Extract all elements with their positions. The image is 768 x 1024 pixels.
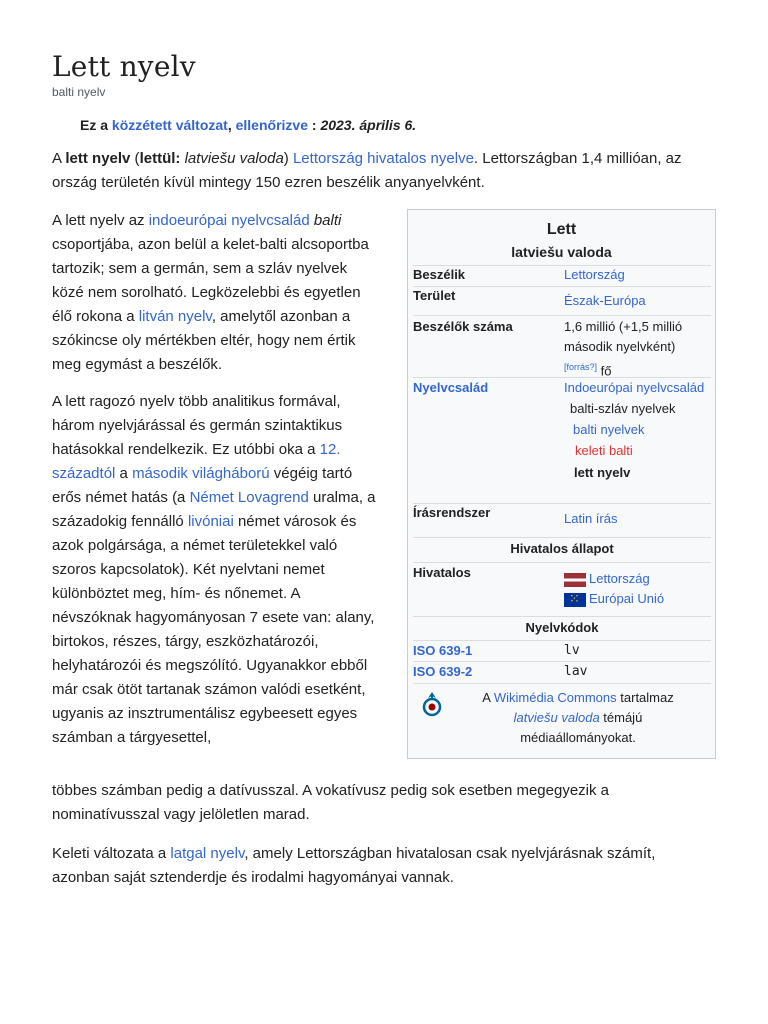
infobox-native-name: latviešu valoda bbox=[511, 244, 612, 260]
divider bbox=[413, 537, 711, 538]
language-family-link[interactable]: Nyelvcsalád bbox=[413, 380, 489, 395]
latin-script-link[interactable]: Latin írás bbox=[564, 511, 618, 526]
checked-link[interactable]: ellenőrizve bbox=[235, 117, 308, 133]
page-title: Lett nyelv bbox=[52, 50, 196, 83]
northern-europe-link[interactable]: Észak-Európa bbox=[564, 293, 646, 308]
paragraph-classification: A lett nyelv az indoeurópai nyelvcsalád balti csoportjába, azon belül a kelet-balti alcsoportba tartozik; sem a germán, sem a szláv nyelvek közé nem sorolható. Legközelebbi és egyetlen élő rokona a litván nyelv, amelytől azonban a szókincse oly mértékben eltér, hogy nem értik meg egymást a beszélők. bbox=[52, 212, 369, 373]
language-codes-header: Nyelvkódok bbox=[525, 620, 599, 635]
wwii-link[interactable]: második világháború bbox=[132, 465, 270, 482]
body-column bbox=[52, 209, 376, 763]
revision-notice: Ez a közzétett változat, ellenőrizve : 2023. április 6. bbox=[80, 117, 417, 133]
commons-topic-link[interactable]: latviešu valoda bbox=[513, 710, 600, 725]
commons-logo-icon bbox=[420, 690, 444, 720]
infobox-title: Lett bbox=[546, 221, 577, 238]
official-status-header: Hivatalos állapot bbox=[510, 541, 614, 556]
iso-639-1-link[interactable]: ISO 639-1 bbox=[413, 643, 473, 658]
published-version-link[interactable]: közzétett változat bbox=[111, 117, 228, 133]
indo-european-family-link[interactable]: Indoeurópai nyelvcsalád bbox=[564, 380, 705, 395]
latvia-flag-icon bbox=[564, 573, 586, 587]
paragraph-grammar: A lett ragozó nyelv több analitikus formával, három nyelvjárással és germán szintaktikus hatásokkal rendelkezik. Ez utóbbi oka a 12. századtól a második világháború végéig tartó erős német hatás (a Német Lovagrend uralma, a századokig fennálló livóniai német városok és azok polgársága, a német területekkel való szoros kapcsolatok). Két nyelvtani nemet különböztet meg, hím- és nőnemet. A névszóknak hagyományosan 7 esete van: alany, birtokos, részes, tárgy, eszközhatározói, helyhatározói és megszólító. Ugyanakkor ebből már csak ötöt tartanak számon valódi esetként, ugyanis az insztrumentálisz egybeesett egyes számban a tárgyesettel, bbox=[52, 393, 376, 746]
iso-639-2-link[interactable]: ISO 639-2 bbox=[413, 664, 473, 679]
official-language-link[interactable]: Lettország hivatalos nyelve bbox=[292, 150, 474, 167]
baltic-languages-link[interactable]: balti nyelvek bbox=[573, 422, 645, 437]
lithuanian-link[interactable]: litván nyelv bbox=[138, 308, 212, 325]
east-baltic-link[interactable]: keleti balti bbox=[575, 443, 633, 458]
paragraph-latgalian: Keleti változata a latgal nyelv, amely Lettországban hivatalosan csak nyelvjárásnak számít, azonban saját sztenderdje és irodalmi hagyományai vannak. bbox=[52, 845, 656, 886]
teutonic-order-link[interactable]: Német Lovagrend bbox=[189, 489, 309, 506]
latgalian-link[interactable]: latgal nyelv bbox=[170, 845, 245, 862]
latvia-link[interactable]: Lettország bbox=[564, 267, 625, 282]
12th-century-link[interactable]: 12. századtól bbox=[52, 441, 341, 482]
page-subtitle: balti nyelv bbox=[52, 85, 106, 99]
livonian-link[interactable]: livóniai bbox=[187, 513, 234, 530]
indo-european-link[interactable]: indoeurópai nyelvcsalád bbox=[148, 212, 310, 229]
commons-notice: A Wikimédia Commons tartalmaz latviešu valoda témájú médiaállományokat. bbox=[482, 690, 674, 745]
citation-needed-link[interactable]: [forrás?] bbox=[564, 362, 598, 372]
wikimedia-commons-link[interactable]: Wikimédia Commons bbox=[493, 690, 617, 705]
infobox: Lett latviešu valoda Beszélik Lettország Terület Észak-Európa Beszélők száma 1,6 millió (+1,5 millió második nyelvként) [forrás?] fő Nyelvcsalád Indoeurópai nyelvcsalád balti-szláv nyelvek balti nyelvek keleti balti lett nyelv Írásrendszer Latin írás Hivatalos állapot Hivatalos Lettország ⁙Európai Unió Nyelvkódok ISO 639-1 lv ISO 639-2 lav A Wikimédia Commons tartalmaz latviešu valoda témájú médiaállományokat. bbox=[407, 209, 716, 759]
official-latvia-link[interactable]: Lettország bbox=[589, 571, 650, 586]
revision-date: 2023. április 6. bbox=[320, 117, 417, 133]
divider bbox=[413, 315, 711, 316]
divider bbox=[413, 616, 711, 617]
divider bbox=[413, 286, 711, 287]
lead-paragraph: A lett nyelv (lettül: latviešu valoda) Lettország hivatalos nyelve. Lettországban 1,4 millióan, az ország területén kívül mintegy 150 ezren beszélik anyanyelvként. bbox=[52, 150, 682, 191]
divider bbox=[413, 683, 711, 684]
paragraph-grammar-continued: többes számban pedig a datívusszal. A vokatívusz pedig sok esetben megegyezik a nominatívusszal vagy jelöletlen marad. bbox=[52, 782, 610, 823]
european-union-link[interactable]: Európai Unió bbox=[589, 591, 665, 606]
eu-flag-icon bbox=[564, 593, 586, 607]
